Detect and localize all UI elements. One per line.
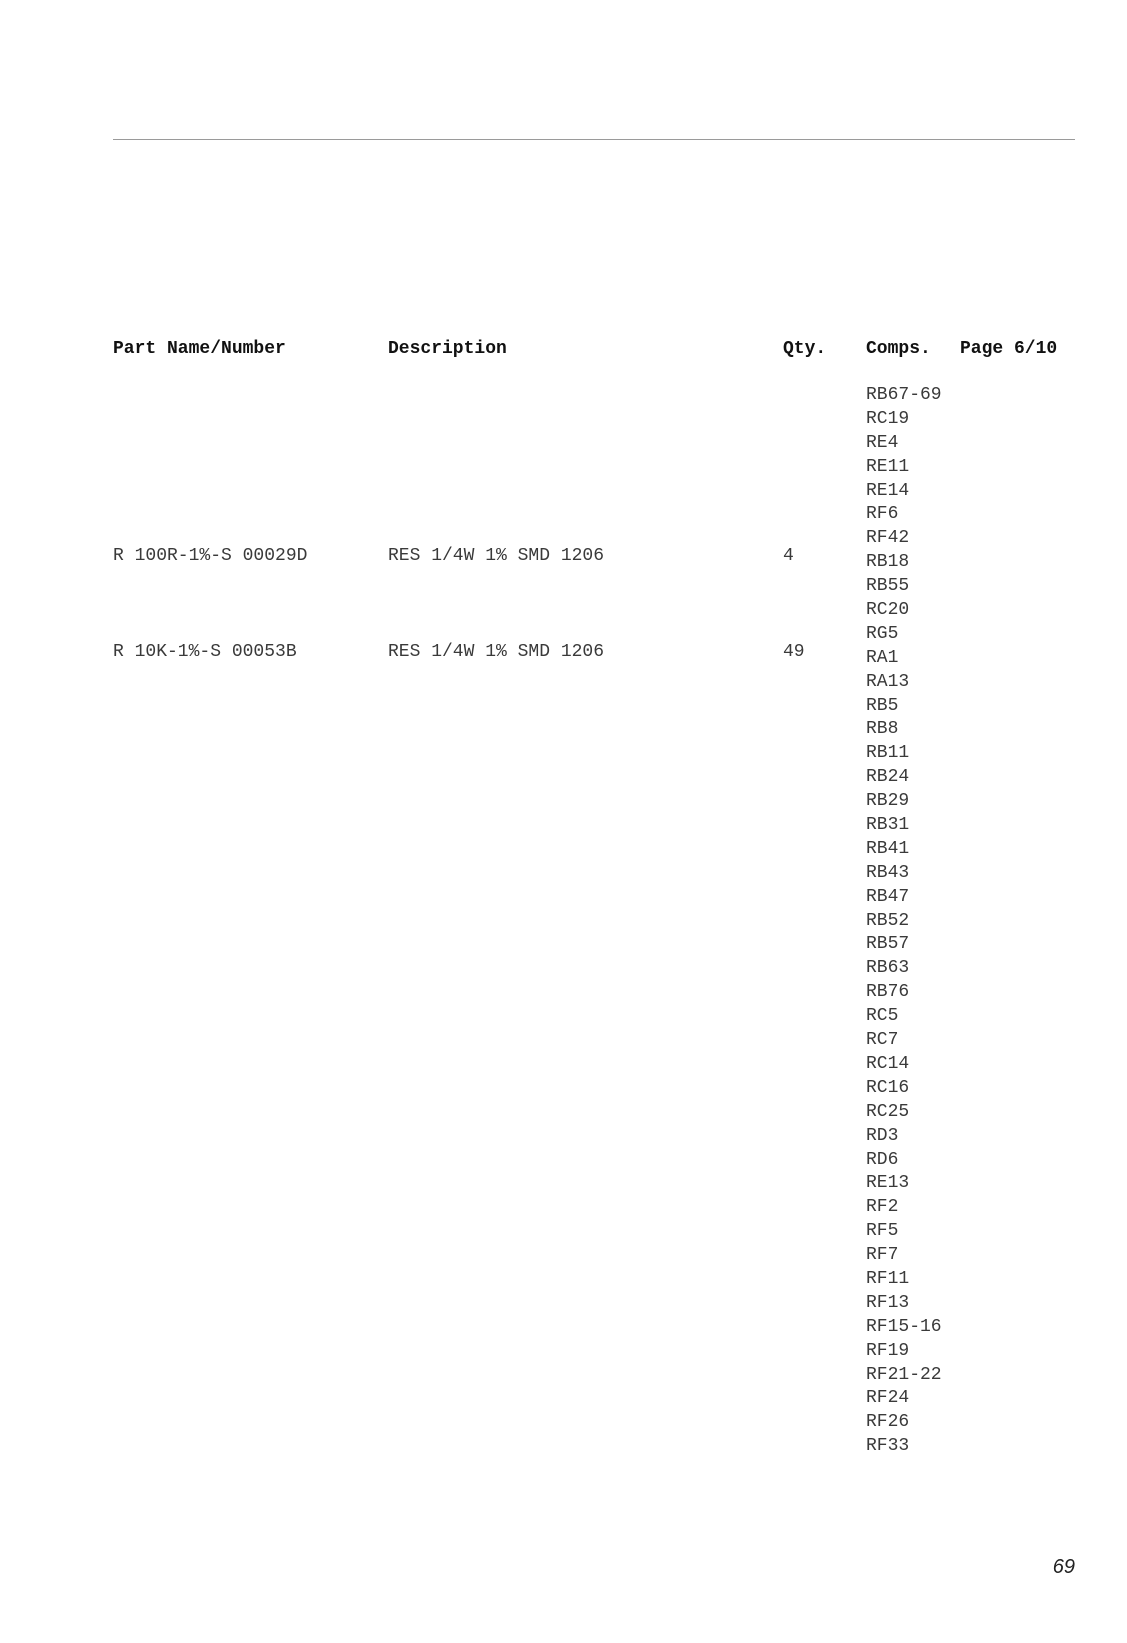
component-designator: RC14 xyxy=(866,1053,910,1074)
component-designator: RE13 xyxy=(866,1173,910,1194)
component-designator: RF11 xyxy=(866,1268,910,1289)
part-number: R 100R-1%-S 00029D xyxy=(113,546,308,566)
component-designator: RF7 xyxy=(866,1245,899,1266)
component-designator: RG5 xyxy=(866,623,899,644)
component-designator: RC7 xyxy=(866,1030,899,1051)
component-designator: RB57 xyxy=(866,934,910,955)
component-designator: RF26 xyxy=(866,1412,910,1433)
component-designator: RE4 xyxy=(866,432,899,453)
part-number: R 10K-1%-S 00053B xyxy=(113,642,297,662)
component-designator: RB31 xyxy=(866,815,910,836)
component-designator: RB5 xyxy=(866,695,899,716)
component-designator: RD6 xyxy=(866,1149,899,1170)
component-designator: RF21-22 xyxy=(866,1364,942,1385)
header-description: Description xyxy=(388,339,507,359)
component-designator: RB76 xyxy=(866,982,910,1003)
component-designator: RE11 xyxy=(866,456,910,477)
component-designator: RA13 xyxy=(866,671,910,692)
component-designator: RB47 xyxy=(866,886,910,907)
component-designator-list xyxy=(866,384,942,1459)
component-designator: RF42 xyxy=(866,528,910,549)
component-designator: RD3 xyxy=(866,1125,899,1146)
component-designator: RF15-16 xyxy=(866,1316,942,1337)
component-designator: RC25 xyxy=(866,1101,910,1122)
component-designator: RB29 xyxy=(866,791,910,812)
part-qty: 4 xyxy=(783,546,794,566)
header-part-name: Part Name/Number xyxy=(113,339,286,359)
component-designator: RF6 xyxy=(866,504,899,525)
component-designator: RF13 xyxy=(866,1292,910,1313)
component-designator: RF19 xyxy=(866,1340,910,1361)
header-page-indicator: Page 6/10 xyxy=(960,339,1058,359)
component-designator: RA1 xyxy=(866,647,899,668)
part-description: RES 1/4W 1% SMD 1206 xyxy=(388,642,605,662)
component-designator: RB8 xyxy=(866,719,899,740)
component-designator: RB11 xyxy=(866,743,910,764)
component-designator: RF2 xyxy=(866,1197,899,1218)
header-qty: Qty. xyxy=(783,339,827,359)
component-designator: RF5 xyxy=(866,1221,899,1242)
component-designator: RB52 xyxy=(866,910,910,931)
component-designator: RC5 xyxy=(866,1006,899,1027)
component-designator: RF33 xyxy=(866,1436,910,1457)
top-rule xyxy=(113,139,1075,140)
component-designator: RB43 xyxy=(866,862,910,883)
component-designator: RC20 xyxy=(866,600,910,621)
component-designator: RB55 xyxy=(866,576,910,597)
component-designator: RB67-69 xyxy=(866,385,942,405)
part-description: RES 1/4W 1% SMD 1206 xyxy=(388,546,605,566)
component-designator: RB41 xyxy=(866,838,910,859)
component-designator: RB18 xyxy=(866,552,910,573)
component-designator: RF24 xyxy=(866,1388,910,1409)
component-designator: RC16 xyxy=(866,1077,910,1098)
header-comps: Comps. xyxy=(866,339,931,359)
component-designator: RB24 xyxy=(866,767,910,788)
page-number: 69 xyxy=(1052,1556,1075,1578)
component-designator: RB63 xyxy=(866,958,910,979)
part-qty: 49 xyxy=(783,642,805,662)
component-designator: RE14 xyxy=(866,480,910,501)
component-designator: RC19 xyxy=(866,408,910,429)
